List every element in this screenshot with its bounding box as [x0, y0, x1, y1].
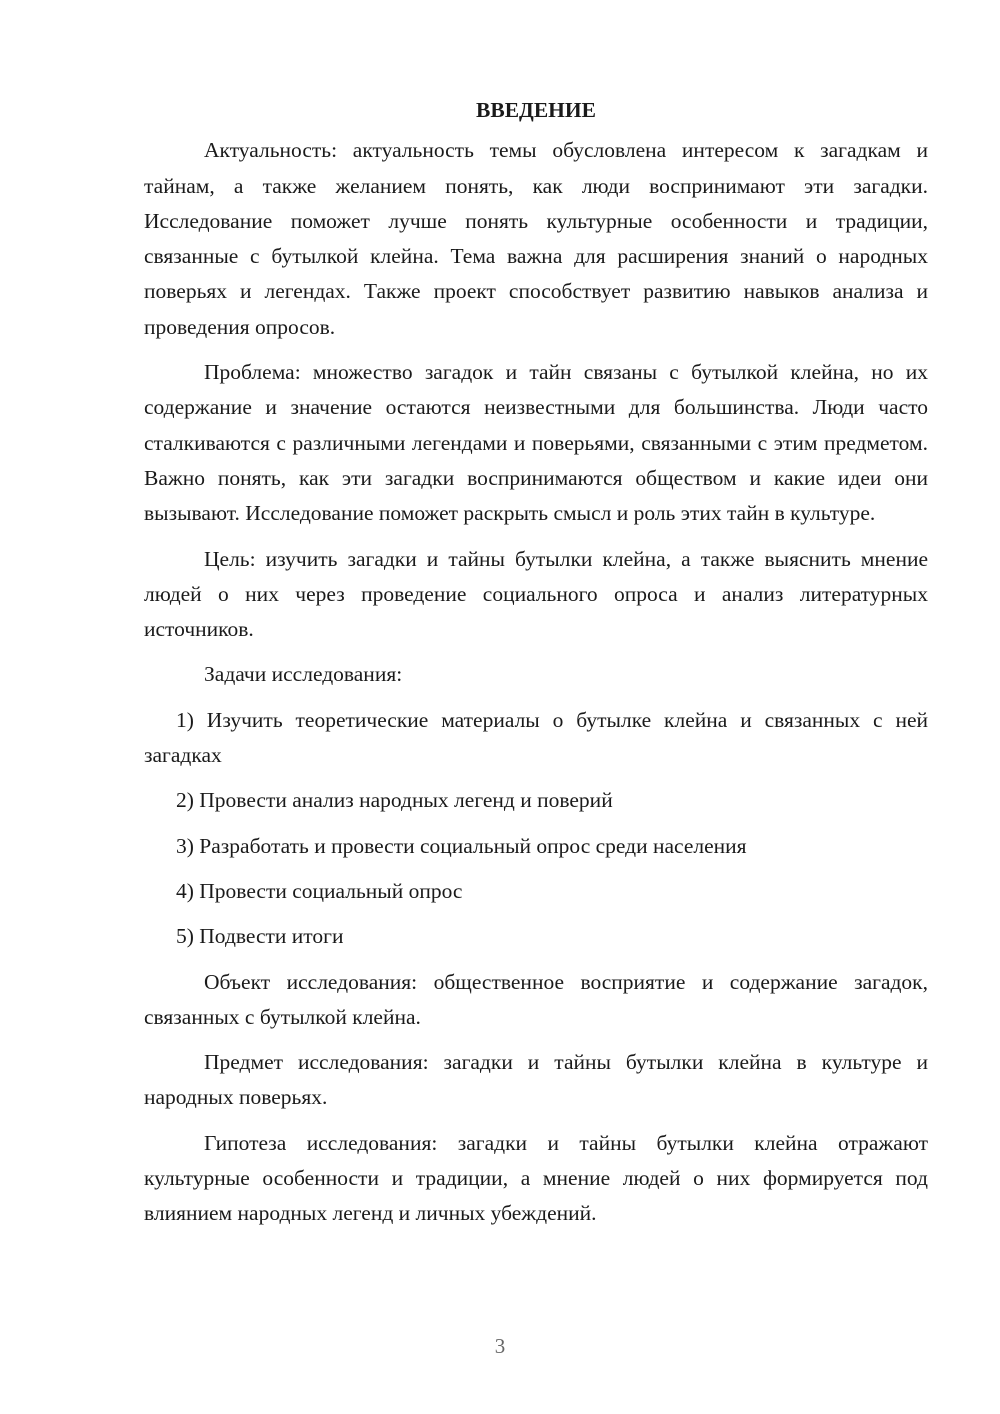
- task-item: 4) Провести социальный опрос: [176, 878, 463, 903]
- problem-paragraph: Проблема: множество загадок и тайн связаны с бутылкой клейна, но их содержание и значение остаются неизвестными для большинства. Люди часто сталкиваются с различными легендами и поверьями, связанными с этим предметом. Важно понять, как эти загадки воспринимаются обществом и какие идеи они вызывают. Исследование поможет раскрыть смысл и роль этих тайн в культуре.: [144, 360, 928, 526]
- tasks-heading: Задачи исследования:: [204, 662, 403, 687]
- task-item: 2) Провести анализ народных легенд и поверий: [176, 788, 613, 813]
- relevance-paragraph: Актуальность: актуальность темы обусловлена интересом к загадкам и тайнам, а также желанием понять, как люди воспринимают эти загадки. Исследование поможет лучше понять культурные особенности и традиции, связанные с бутылкой клейна. Тема важна для расширения знаний о народных поверьях и легендах. Также проект способствует развитию навыков анализа и проведения опросов.: [144, 138, 928, 339]
- page-number: 3: [494, 1334, 506, 1358]
- task-item: 3) Разработать и провести социальный опрос среди населения: [176, 833, 747, 858]
- goal-paragraph: Цель: изучить загадки и тайны бутылки клейна, а также выяснить мнение людей о них через проведение социального опроса и анализ литературных источников.: [144, 546, 928, 642]
- page-content: [144, 93, 928, 1242]
- task-item: 5) Подвести итоги: [176, 924, 344, 949]
- subject-paragraph: Предмет исследования: загадки и тайны бутылки клейна в культуре и народных поверьях.: [144, 1050, 928, 1110]
- object-paragraph: Объект исследования: общественное восприятие и содержание загадок, связанных с бутылкой клейна.: [144, 969, 928, 1029]
- task-item: 1) Изучить теоретические материалы о бутылке клейна и связанных с ней загадках: [144, 707, 928, 768]
- hypothesis-paragraph: Гипотеза исследования: загадки и тайны бутылки клейна отражают культурные особенности и традиции, а мнение людей о них формируется под влиянием народных легенд и личных убеждений.: [144, 1130, 928, 1226]
- section-title: ВВЕДЕНИЕ: [476, 98, 596, 122]
